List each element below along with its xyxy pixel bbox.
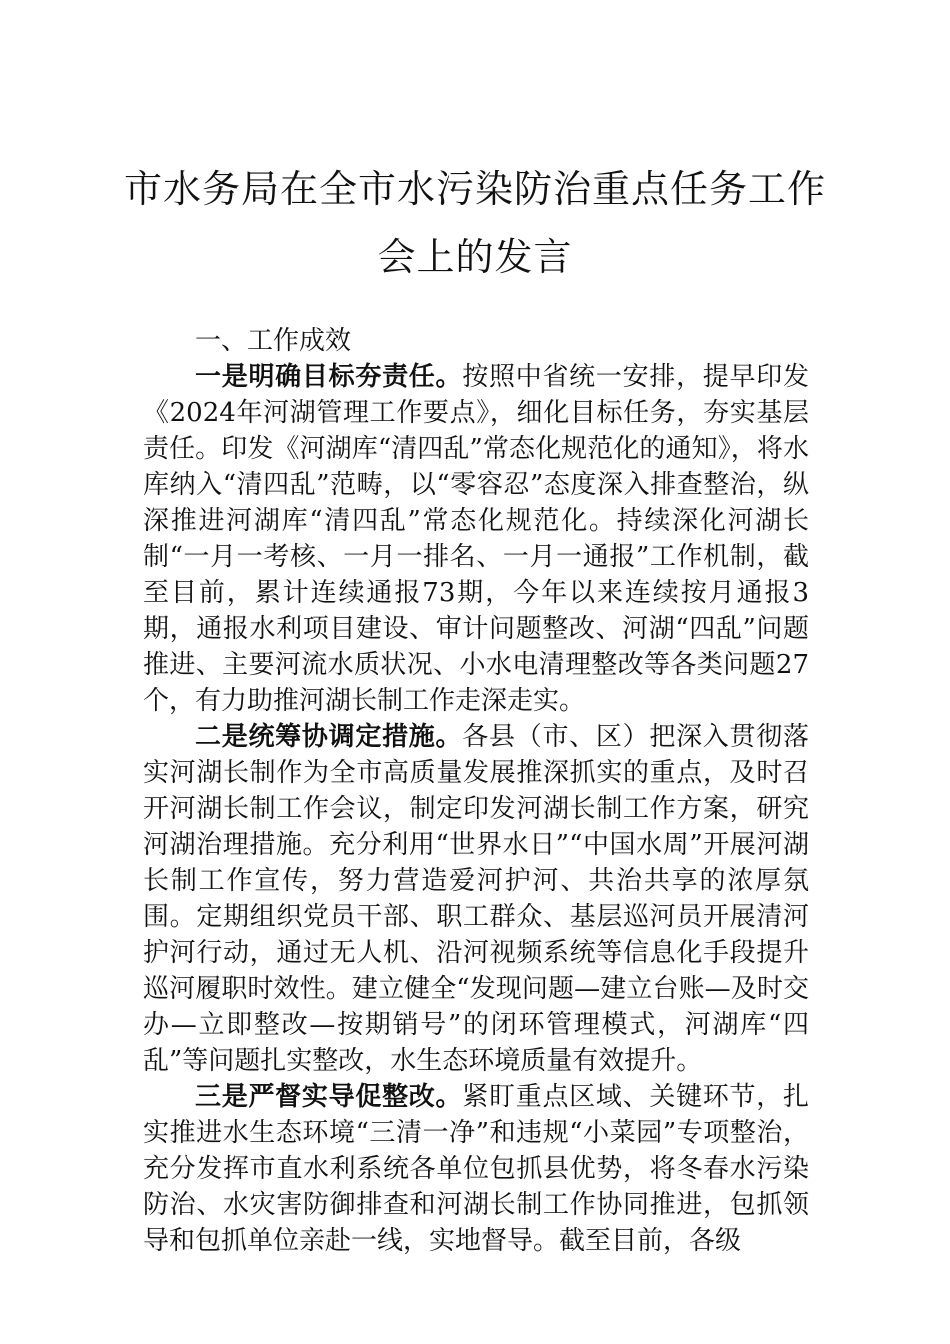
paragraph-2-lead: 二是统筹协调定措施。 [195,722,463,752]
document-title-line-1: 市水务局在全市水污染防治重点任务工作 [123,167,826,211]
paragraph-3-text: 紧盯重点区域、关键环节，扎实推进水生态环境“三清一净”和违规“小菜园”专项整治，充分发挥市直水利系统各单位包抓县优势，将冬春水污染防治、水灾害防御排查和河湖长制工作协同推进，包抓领导和包抓单位亲赴一线，实地督导。截至目前，各级 [143,1082,809,1256]
document-title-line-2: 会上的发言 [377,235,573,279]
paragraph-3-lead: 三是严督实导促整改。 [195,1082,463,1112]
paragraph-1-lead: 一是明确目标夯责任。 [195,362,463,392]
section-heading: 一、工作成效 [195,326,352,356]
paragraph-2 [143,719,809,1079]
document-body [143,323,809,1259]
paragraph-1 [143,359,809,719]
paragraph-3 [143,1079,809,1259]
paragraph-2-text: 各县（市、区）把深入贯彻落实河湖长制作为全市高质量发展推深抓实的重点，及时召开河湖长制工作会议，制定印发河湖长制工作方案，研究河湖治理措施。充分利用“世界水日”“中国水周”开展河湖长制工作宣传，努力营造爱河护河、共治共享的浓厚氛围。定期组织党员干部、职工群众、基层巡河员开展清河护河行动，通过无人机、沿河视频系统等信息化手段提升巡河履职时效性。建立健全“发现问题—建立台账—及时交办—立即整改—按期销号”的闭环管理模式，河湖库“四乱”等问题扎实整改，水生态环境质量有效提升。 [143,722,809,1076]
paragraph-1-text: 按照中省统一安排，提早印发《2024年河湖管理工作要点》，细化目标任务，夯实基层责任。印发《河湖库“清四乱”常态化规范化的通知》，将水库纳入“清四乱”范畴，以“零容忍”态度深入排查整治，纵深推进河湖库“清四乱”常态化规范化。持续深化河湖长制“一月一考核、一月一排名、一月一通报”工作机制，截至目前，累计连续通报73期，今年以来连续按月通报3期，通报水利项目建设、审计问题整改、河湖“四乱”问题推进、主要河流水质状况、小水电清理整改等各类问题27个，有力助推河湖长制工作走深走实。 [143,362,809,716]
